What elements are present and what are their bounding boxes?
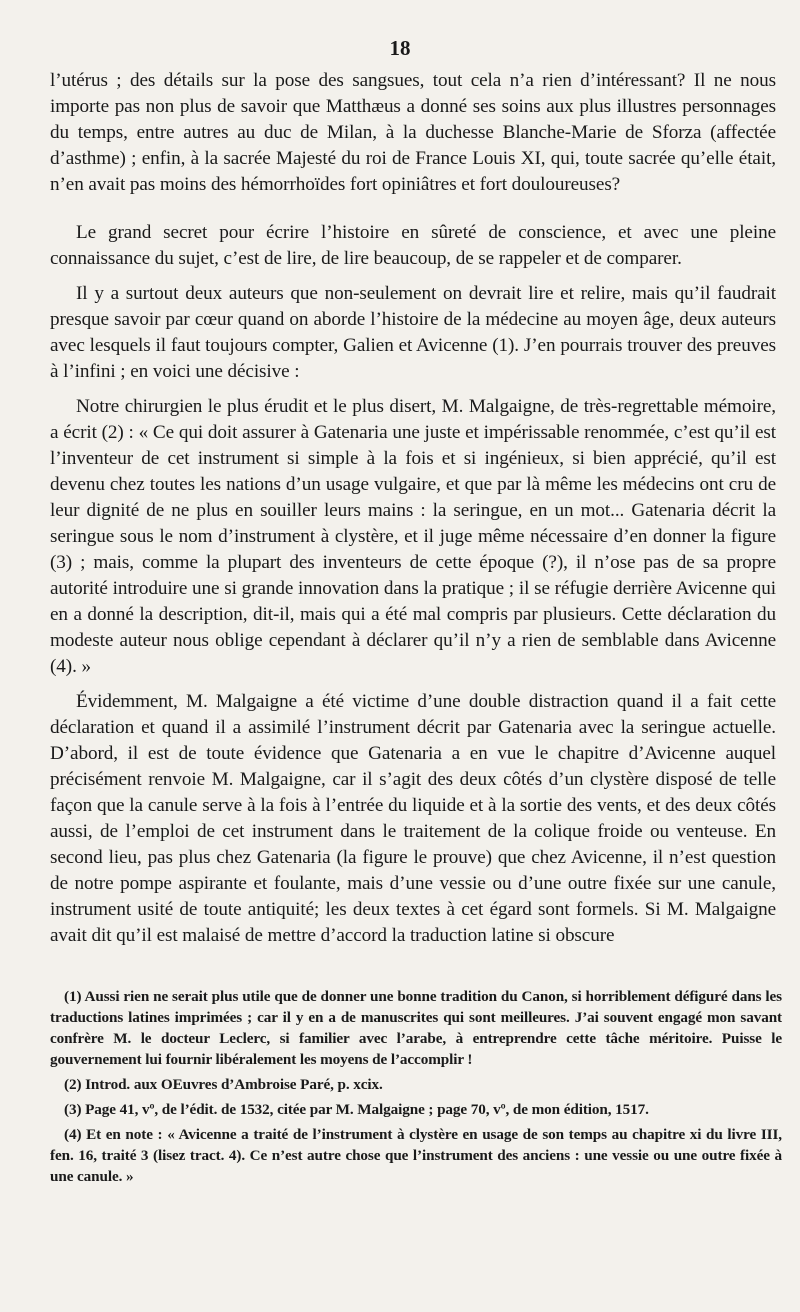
footnote-2: (2) Introd. aux OEuvres d’Ambroise Paré, p. xcix.	[64, 1076, 383, 1093]
paragraph-3: Il y a surtout deux auteurs que non-seulement on devrait lire et relire, mais qu’il faudrait presque savoir par cœur quand on aborde l’histoire de la médecine au moyen âge, deux auteurs avec lesquels il faut toujours compter, Galien et Avicenne (1). J’en pourrais trouver des preuves à l’infini ; en voici une décisive :	[50, 283, 776, 382]
footnote-1: (1) Aussi rien ne serait plus utile que de donner une bonne tradition du Canon, si horriblement défiguré dans les traductions latines imprimées ; car il y en a de manuscrites qui sont meilleures. J’ai souvent engagé mon savant confrère M. le docteur Leclerc, si familier avec l’arabe, à entreprendre cette tâche méritoire. Puisse le gouvernement lui fournir libéralement les moyens de l’accomplir !	[50, 988, 782, 1068]
footnotes	[50, 986, 782, 1191]
page-number: 18	[389, 36, 411, 60]
body-text	[50, 68, 776, 949]
paragraph-2: Le grand secret pour écrire l’histoire en sûreté de conscience, et avec une pleine connaissance du sujet, c’est de lire, de lire beaucoup, de se rappeler et de comparer.	[50, 222, 776, 269]
footnote-3: (3) Page 41, vº, de l’édit. de 1532, citée par M. Malgaigne ; page 70, vº, de mon édition, 1517.	[64, 1101, 649, 1118]
paragraph-1: l’utérus ; des détails sur la pose des sangsues, tout cela n’a rien d’intéressant? Il ne nous importe pas non plus de savoir que Matthæus a donné ses soins aux plus illustres personnages du temps, entre autres au duc de Milan, à la duchesse Blanche-Marie de Sforza (affectée d’asthme) ; enfin, à la sacrée Majesté du roi de France Louis XI, qui, toute sacrée qu’elle était, n’en avait pas moins des hémorrhoïdes fort opiniâtres et fort douloureuses?	[50, 70, 776, 195]
paragraph-4: Notre chirurgien le plus érudit et le plus disert, M. Malgaigne, de très-regrettable mémoire, a écrit (2) : « Ce qui doit assurer à Gatenaria une juste et impérissable renommée, c’est qu’il est l’inventeur de cet instrument si simple à la fois et si ingénieux, si bien apprécié, qu’il est devenu chez toutes les nations d’un usage vulgaire, et que par là même les médecins ont cru de leur dignité de ne plus en souiller leurs mains : la seringue, en un mot... Gatenaria décrit la seringue sous le nom d’instrument à clystère, et il juge même nécessaire d’en donner la figure (3) ; mais, comme la plupart des inventeurs de cette époque (?), il n’ose pas de sa propre autorité introduire une si grande innovation dans la pratique ; il se réfugie derrière Avicenne qui en a donné la description, dit-il, mais qui a été mal compris par plusieurs. Cette déclaration du modeste auteur nous oblige cependant à déclarer qu’il n’y a rien de semblable dans Avicenne (4). »	[50, 396, 776, 677]
paragraph-5: Évidemment, M. Malgaigne a été victime d’une double distraction quand il a fait cette déclaration et quand il a assimilé l’instrument décrit par Gatenaria avec la seringue actuelle. D’abord, il est de toute évidence que Gatenaria a en vue le chapitre d’Avicenne auquel précisément renvoie M. Malgaigne, car il s’agit des deux côtés d’un clystère disposé de telle façon que la canule serve à la fois à l’entrée du liquide et à la sortie des vents, et des deux côtés aussi, de l’emploi de cet instrument dans le traitement de la colique froide ou venteuse. En second lieu, pas plus chez Gatenaria (la figure le prouve) que chez Avicenne, il n’est question de notre pompe aspirante et foulante, mais d’une vessie ou d’une outre fixée sur une canule, instrument usité de toute antiquité; les deux textes à cet égard sont formels. Si M. Malgaigne avait dit qu’il est malaisé de mettre d’accord la traduction latine si obscure	[50, 691, 776, 946]
footnote-4: (4) Et en note : « Avicenne a traité de l’instrument à clystère en usage de son temps au chapitre xi du livre III, fen. 16, traité 3 (lisez tract. 4). Ce n’est autre chose que l’instrument des anciens : une vessie ou une outre fixée à une canule. »	[50, 1126, 782, 1185]
